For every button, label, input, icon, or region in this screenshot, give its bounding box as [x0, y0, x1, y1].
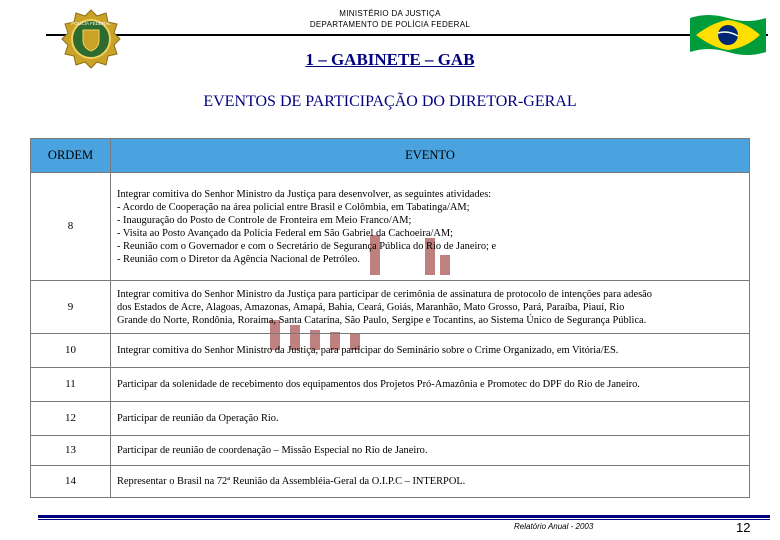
table-row [31, 334, 750, 368]
table-header-row [31, 139, 750, 173]
event-cell [111, 281, 750, 334]
footer-rule [38, 515, 770, 518]
order-cell: 11 [31, 368, 111, 402]
footer-report-label: Relatório Anual - 2003 [514, 522, 594, 531]
event-line: Grande do Norte, Rondônia, Roraima, Santa Catarina, São Paulo, Sergipe e Tocantins, ao Sistema Único de Segurança Pública. [117, 314, 647, 326]
order-cell: 12 [31, 402, 111, 436]
ministry-name: MINISTÉRIO DA JUSTIÇA [339, 9, 441, 18]
logo-text: POLÍCIA FEDERAL [71, 21, 111, 26]
event-cell [111, 436, 750, 466]
event-line: - Reunião com o Diretor da Agência Nacional de Petróleo. [117, 253, 360, 265]
event-line: Integrar comitiva do Senhor Ministro da Justiça para desenvolver, as seguintes atividades: [117, 188, 492, 200]
event-line: Participar da solenidade de recebimento dos equipamentos dos Projetos Pró-Amazônia e Promotec do DPF do Rio de Janeiro. [117, 379, 640, 390]
order-column-header: ORDEM [31, 139, 111, 173]
event-line: dos Estados de Acre, Alagoas, Amazonas, Amapá, Bahia, Ceará, Goiás, Maranhão, Mato Grosso, Pará, Paraíba, Piauí, Rio [117, 301, 625, 313]
event-line: - Acordo de Cooperação na área policial entre Brasil e Colômbia, em Tabatinga/AM; [117, 201, 470, 213]
event-line: Participar de reunião da Operação Rio. [117, 413, 279, 424]
events-table [30, 138, 750, 498]
order-cell: 8 [31, 173, 111, 281]
footer-rule-thin [38, 519, 770, 520]
order-cell: 9 [31, 281, 111, 334]
section-title: 1 – GABINETE – GAB [305, 50, 475, 69]
page-number: 12 [736, 520, 751, 535]
event-line: - Inauguração do Posto de Controle de Fronteira em Meio Franco/AM; [117, 214, 412, 226]
event-line: Representar o Brasil na 72ª Reunião da Assembléia-Geral da O.I.P.C – INTERPOL. [117, 476, 466, 487]
table-row [31, 368, 750, 402]
table-row [31, 436, 750, 466]
table-row [31, 281, 750, 334]
event-column-header: EVENTO [111, 139, 750, 173]
order-cell: 14 [31, 466, 111, 498]
table-row [31, 173, 750, 281]
event-cell [111, 466, 750, 498]
event-line: - Visita ao Posto Avançado da Polícia Federal em São Gabriel da Cachoeira/AM; [117, 227, 454, 239]
event-cell [111, 368, 750, 402]
header-rule [46, 34, 768, 36]
events-title: EVENTOS DE PARTICIPAÇÃO DO DIRETOR-GERAL [203, 93, 577, 110]
table-row [31, 402, 750, 436]
department-name: DEPARTAMENTO DE POLÍCIA FEDERAL [309, 20, 471, 29]
event-line: - Reunião com o Governador e com o Secretário de Segurança Pública do Rio de Janeiro; e [117, 240, 497, 252]
event-cell [111, 173, 750, 281]
event-line: Integrar comitiva do Senhor Ministro da Justiça, para participar do Seminário sobre o Crime Organizado, em Vitória/ES. [117, 345, 619, 356]
event-line: Integrar comitiva do Senhor Ministro da Justiça para participar de cerimônia de assinatura de protocolo de intenções para adesão [117, 288, 652, 300]
order-cell: 13 [31, 436, 111, 466]
event-cell [111, 402, 750, 436]
event-cell [111, 334, 750, 368]
table-row [31, 466, 750, 498]
event-line: Participar de reunião de coordenação – Missão Especial no Rio de Janeiro. [117, 445, 428, 456]
order-cell: 10 [31, 334, 111, 368]
